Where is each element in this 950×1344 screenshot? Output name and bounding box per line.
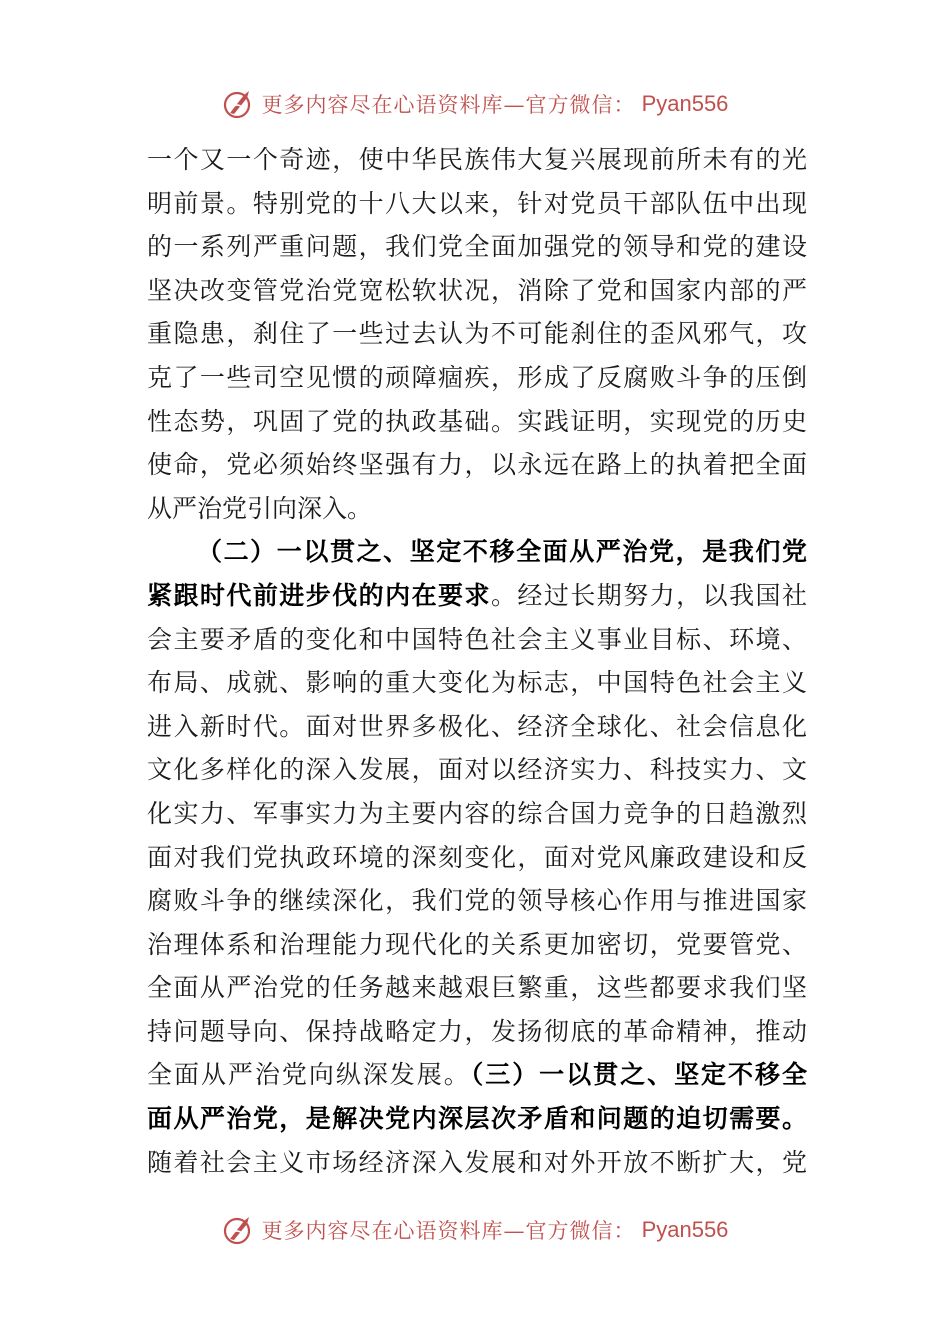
body-line: 腐败斗争的继续深化，我们党的领导核心作用与推进国家 xyxy=(147,886,807,916)
header-wechat-id: Pyan556 xyxy=(641,91,729,116)
body-line: 布局、成就、影响的重大变化为标志，中国特色社会主义 xyxy=(147,668,807,698)
pen-logo-icon xyxy=(222,1213,256,1247)
document-body xyxy=(147,138,807,1184)
body-line: 紧跟时代前进步伐的内在要求。经过长期努力，以我国社 xyxy=(147,580,807,610)
footer-watermark-banner xyxy=(0,1210,950,1250)
footer-banner-text: 更多内容尽在心语资料库—官方微信： xyxy=(261,1219,636,1243)
body-line: 面对我们党执政环境的深刻变化，面对党风廉政建设和反 xyxy=(147,842,807,872)
pen-logo-icon xyxy=(222,87,256,121)
body-line: 持问题导向、保持战略定力，发扬彻底的革命精神，推动 xyxy=(147,1016,807,1046)
body-line: 文化多样化的深入发展，面对以经济实力、科技实力、文 xyxy=(147,755,807,785)
body-line: 化实力、军事实力为主要内容的综合国力竞争的日趋激烈 xyxy=(147,798,807,828)
header-watermark-banner xyxy=(0,84,950,124)
section-heading-3-start: 全面从严治党向纵深发展。（三）一以贯之、坚定不移全 xyxy=(147,1060,807,1090)
section-heading-3-end: 面从严治党，是解决党内深层次矛盾和问题的迫切需要。 xyxy=(147,1104,807,1134)
body-line: 一个又一个奇迹，使中华民族伟大复兴展现前所未有的光 xyxy=(147,145,807,174)
body-line: 治理体系和治理能力现代化的关系更加密切，党要管党、 xyxy=(147,929,807,959)
footer-wechat-id: Pyan556 xyxy=(641,1217,729,1242)
body-line: 进入新时代。面对世界多极化、经济全球化、社会信息化 xyxy=(147,711,807,741)
section-heading-2: （二）一以贯之、坚定不移全面从严治党，是我们党 xyxy=(197,537,807,567)
header-banner-text: 更多内容尽在心语资料库—官方微信： xyxy=(261,93,636,117)
body-line: 坚决改变管党治党宽松软状况，消除了党和国家内部的严 xyxy=(147,275,807,305)
body-line: 克了一些司空见惯的顽障痼疾，形成了反腐败斗争的压倒 xyxy=(147,362,807,392)
body-line: 明前景。特别党的十八大以来，针对党员干部队伍中出现 xyxy=(147,188,807,218)
body-line: 的一系列严重问题，我们党全面加强党的领导和党的建设 xyxy=(147,232,807,262)
body-line: 从严治党引向深入。 xyxy=(147,493,373,523)
body-line: 使命，党必须始终坚强有力，以永远在路上的执着把全面 xyxy=(147,450,807,480)
body-line: 全面从严治党的任务越来越艰巨繁重，这些都要求我们坚 xyxy=(147,973,807,1003)
body-line: 随着社会主义市场经济深入发展和对外开放不断扩大，党 xyxy=(147,1147,807,1177)
body-line: 性态势，巩固了党的执政基础。实践证明，实现党的历史 xyxy=(147,406,807,436)
body-line: 会主要矛盾的变化和中国特色社会主义事业目标、环境、 xyxy=(147,624,807,654)
body-line: 重隐患，刹住了一些过去认为不可能刹住的歪风邪气，攻 xyxy=(147,319,807,349)
